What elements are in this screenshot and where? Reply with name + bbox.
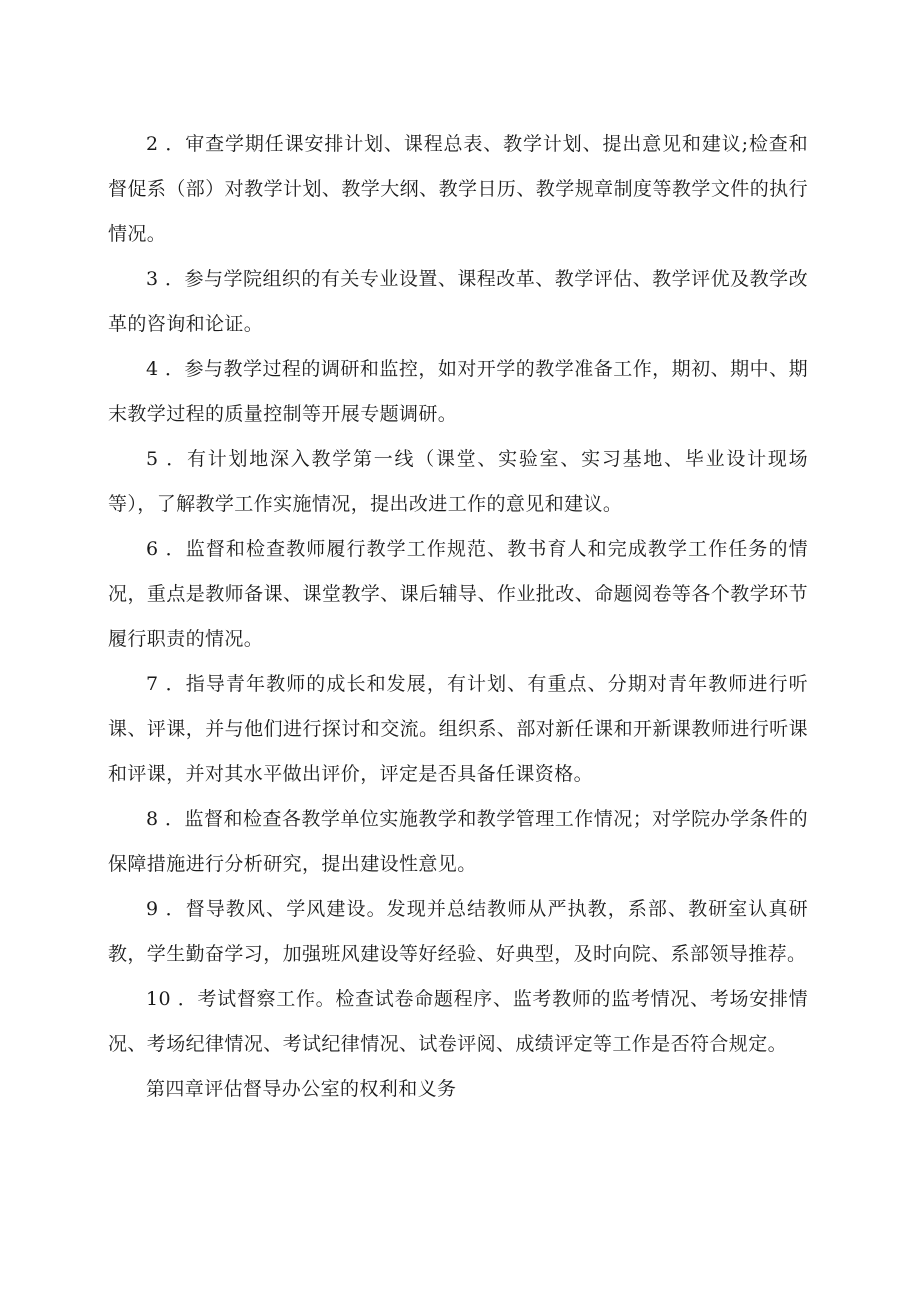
paragraph-item-2: 2 ．审查学期任课安排计划、课程总表、教学计划、提出意见和建议;检查和督促系（部）对教学计划、教学大纲、教学日历、教学规章制度等教学文件的执行情况。 xyxy=(108,133,808,245)
paragraph-item-7: 7 ．指导青年教师的成长和发展，有计划、有重点、分期对青年教师进行听课、评课，并与他们进行探讨和交流。组织系、部对新任课和开新课教师进行听课和评课，并对其水平做出评价，评定是否具备任课资格。 xyxy=(108,673,808,785)
paragraph-item-9: 9 ．督导教风、学风建设。发现并总结教师从严执教，系部、教研室认真研教，学生勤奋学习，加强班风建设等好经验、好典型，及时向院、系部领导推荐。 xyxy=(108,898,808,965)
chapter-heading: 第四章评估督导办公室的权利和义务 xyxy=(146,1078,457,1100)
paragraph-item-4: 4 ．参与教学过程的调研和监控，如对开学的教学准备工作，期初、期中、期末教学过程的质量控制等开展专题调研。 xyxy=(108,358,808,425)
paragraph-item-5: 5 ．有计划地深入教学第一线（课堂、实验室、实习基地、毕业设计现场等），了解教学工作实施情况，提出改进工作的意见和建议。 xyxy=(108,448,808,515)
paragraph-item-8: 8 ．监督和检查各教学单位实施教学和教学管理工作情况；对学院办学条件的保障措施进行分析研究，提出建设性意见。 xyxy=(108,808,808,875)
paragraph-item-6: 6 ．监督和检查教师履行教学工作规范、教书育人和完成教学工作任务的情况，重点是教师备课、课堂教学、课后辅导、作业批改、命题阅卷等各个教学环节履行职责的情况。 xyxy=(108,538,808,650)
paragraph-item-10: 10 ．考试督察工作。检查试卷命题程序、监考教师的监考情况、考场安排情况、考场纪律情况、考试纪律情况、试卷评阅、成绩评定等工作是否符合规定。 xyxy=(108,988,808,1055)
paragraph-item-3: 3 ．参与学院组织的有关专业设置、课程改革、教学评估、教学评优及教学改革的咨询和论证。 xyxy=(108,268,808,335)
document-body xyxy=(108,122,808,1112)
